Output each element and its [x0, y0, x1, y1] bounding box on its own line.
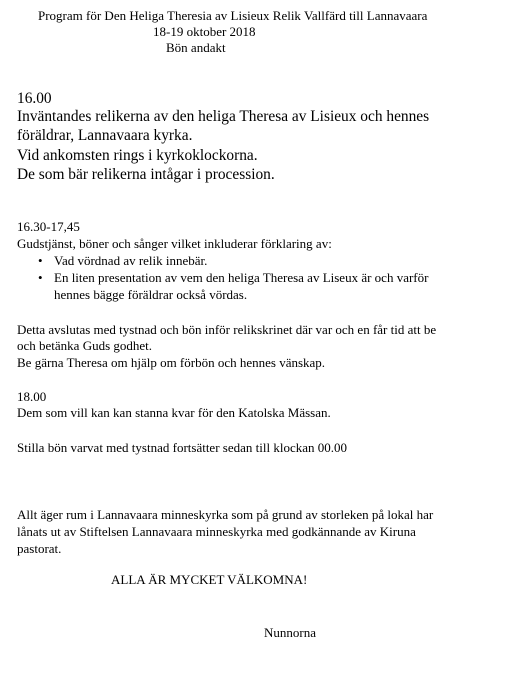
section1-line: Inväntandes relikerna av den heliga Theresa av Lisieux och hennes: [17, 108, 430, 125]
list-item-text: Vad vördnad av relik innebär.: [54, 253, 208, 268]
bullet-icon: •: [38, 270, 43, 285]
footer-line: lånats ut av Stiftelsen Lannavaara minneskyrka med godkännande av Kiruna: [17, 524, 416, 539]
section1-line: Vid ankomsten rings i kyrkoklockorna.: [17, 147, 258, 164]
footer-line: Allt äger rum i Lannavaara minneskyrka som på grund av storleken på lokal har: [17, 507, 434, 522]
section1-time: 16.00: [17, 90, 52, 107]
bullet-list: [38, 252, 428, 286]
list-item-text: En liten presentation av vem den heliga Theresa av Liseux är och varför: [54, 270, 429, 285]
paragraph-line: Detta avslutas med tystnad och bön inför relikskrinet där var och en får tid att be: [17, 322, 437, 337]
paragraph-line: och betänka Guds godhet.: [17, 338, 153, 353]
signature: Nunnorna: [264, 625, 316, 640]
section2-intro: Gudstjänst, böner och sånger vilket inkluderar förklaring av:: [17, 236, 332, 251]
section3-line: Stilla bön varvat med tystnad fortsätter sedan till klockan 00.00: [17, 440, 347, 455]
section3-time: 18.00: [17, 389, 47, 404]
footer-line: pastorat.: [17, 541, 62, 556]
document-title: Program för Den Heliga Theresia av Lisieux Relik Vallfärd till Lannavaara: [38, 8, 428, 23]
list-item: [38, 252, 428, 269]
bullet-icon: •: [38, 253, 43, 268]
welcome-text: ALLA ÄR MYCKET VÄLKOMNA!: [111, 572, 308, 587]
section1-line: föräldrar, Lannavaara kyrka.: [17, 127, 193, 144]
section1-line: De som bär relikerna intågar i procession.: [17, 166, 275, 183]
document-subtitle: Bön andakt: [166, 40, 226, 55]
section2-time: 16.30-17,45: [17, 219, 80, 234]
list-item-continuation: hennes bägge föräldrar också vördas.: [54, 287, 248, 302]
document-date: 18-19 oktober 2018: [153, 24, 256, 39]
section3-line: Dem som vill kan kan stanna kvar för den Katolska Mässan.: [17, 405, 331, 420]
list-item: [38, 269, 428, 286]
paragraph-line: Be gärna Theresa om hjälp om förbön och hennes vänskap.: [17, 355, 326, 370]
